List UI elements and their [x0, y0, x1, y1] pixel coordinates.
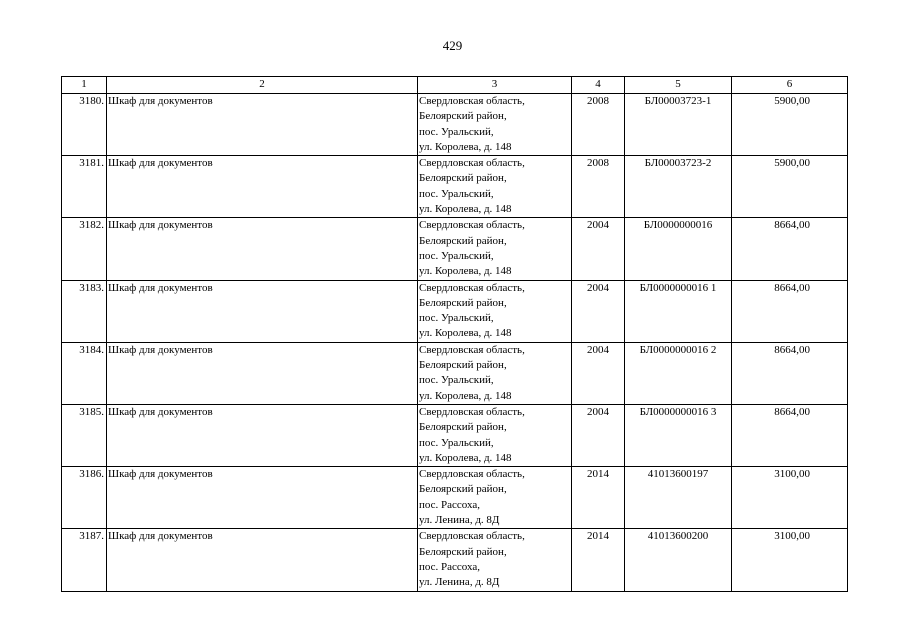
inventory-number: БЛ0000000016 3 [625, 404, 732, 466]
row-number: 3184. [62, 342, 107, 404]
address-line: Белоярский район, [419, 359, 507, 372]
table-row [62, 342, 848, 404]
column-header: 4 [572, 77, 625, 94]
column-header: 3 [418, 77, 572, 94]
column-header: 2 [107, 77, 418, 94]
page-number: 429 [442, 38, 463, 53]
address-line: пос. Уральский, [419, 312, 494, 325]
item-cost: 8664,00 [732, 342, 848, 404]
item-address [418, 467, 572, 529]
address-line: Свердловская область, [419, 281, 525, 294]
address-line: Белоярский район, [419, 545, 507, 558]
table-row [62, 404, 848, 466]
address-line: Белоярский район, [419, 483, 507, 496]
address-line: Свердловская область, [419, 405, 525, 418]
address-line: ул. Королева, д. 148 [419, 451, 512, 464]
item-address [418, 280, 572, 342]
row-number: 3181. [62, 156, 107, 218]
address-line: пос. Рассоха, [419, 560, 481, 573]
address-line: Белоярский район, [419, 296, 507, 309]
address-line: пос. Уральский, [419, 249, 494, 262]
item-year: 2008 [572, 94, 625, 156]
item-cost: 8664,00 [732, 218, 848, 280]
address-line: пос. Рассоха, [419, 498, 481, 511]
item-name: Шкаф для документов [107, 404, 418, 466]
address-line: пос. Уральский, [419, 436, 494, 449]
address-line: Свердловская область, [419, 468, 525, 481]
row-number: 3185. [62, 404, 107, 466]
item-year: 2008 [572, 156, 625, 218]
item-cost: 5900,00 [732, 156, 848, 218]
address-line: ул. Ленина, д. 8Д [419, 514, 500, 527]
inventory-number: БЛ00003723-1 [625, 94, 732, 156]
item-year: 2004 [572, 404, 625, 466]
table-row [62, 218, 848, 280]
inventory-number: БЛ0000000016 2 [625, 342, 732, 404]
row-number: 3186. [62, 467, 107, 529]
address-line: Белоярский район, [419, 421, 507, 434]
address-line: Свердловская область, [419, 95, 525, 107]
item-name: Шкаф для документов [107, 94, 418, 156]
table-row [62, 280, 848, 342]
address-line: ул. Ленина, д. 8Д [419, 576, 500, 589]
address-line: Свердловская область, [419, 219, 525, 232]
item-address [418, 404, 572, 466]
item-name: Шкаф для документов [107, 218, 418, 280]
item-year: 2004 [572, 342, 625, 404]
item-cost: 8664,00 [732, 280, 848, 342]
address-line: пос. Уральский, [419, 187, 494, 200]
header-row [62, 77, 848, 94]
address-line: ул. Королева, д. 148 [419, 327, 512, 340]
address-line: Свердловская область, [419, 343, 525, 356]
property-registry-table [61, 76, 848, 592]
inventory-number: БЛ0000000016 [625, 218, 732, 280]
item-cost: 5900,00 [732, 94, 848, 156]
inventory-number: 41013600200 [625, 529, 732, 591]
table-row [62, 529, 848, 591]
inventory-number: 41013600197 [625, 467, 732, 529]
item-name: Шкаф для документов [107, 156, 418, 218]
address-line: ул. Королева, д. 148 [419, 389, 512, 402]
row-number: 3180. [62, 94, 107, 156]
item-year: 2014 [572, 467, 625, 529]
item-cost: 3100,00 [732, 529, 848, 591]
item-address [418, 156, 572, 218]
table-row [62, 467, 848, 529]
table-row [62, 156, 848, 218]
column-header: 5 [625, 77, 732, 94]
item-name: Шкаф для документов [107, 342, 418, 404]
item-name: Шкаф для документов [107, 529, 418, 591]
column-header: 6 [732, 77, 848, 94]
inventory-number: БЛ0000000016 1 [625, 280, 732, 342]
address-line: Белоярский район, [419, 172, 507, 185]
item-name: Шкаф для документов [107, 280, 418, 342]
address-line: ул. Королева, д. 148 [419, 265, 512, 278]
item-address [418, 218, 572, 280]
item-address [418, 529, 572, 591]
row-number: 3183. [62, 280, 107, 342]
address-line: Белоярский район, [419, 234, 507, 247]
inventory-number: БЛ00003723-2 [625, 156, 732, 218]
item-address [418, 342, 572, 404]
address-line: Белоярский район, [419, 110, 507, 123]
address-line: Свердловская область, [419, 530, 525, 543]
column-header: 1 [62, 77, 107, 94]
table-body [62, 94, 848, 592]
address-line: ул. Королева, д. 148 [419, 203, 512, 216]
address-line: ул. Королева, д. 148 [419, 140, 512, 153]
row-number: 3187. [62, 529, 107, 591]
item-year: 2014 [572, 529, 625, 591]
address-line: Свердловская область, [419, 157, 525, 170]
row-number: 3182. [62, 218, 107, 280]
address-line: пос. Уральский, [419, 374, 494, 387]
item-year: 2004 [572, 218, 625, 280]
item-cost: 8664,00 [732, 404, 848, 466]
item-address [418, 94, 572, 156]
address-line: пос. Уральский, [419, 125, 494, 138]
table-row [62, 94, 848, 156]
item-cost: 3100,00 [732, 467, 848, 529]
item-year: 2004 [572, 280, 625, 342]
item-name: Шкаф для документов [107, 467, 418, 529]
